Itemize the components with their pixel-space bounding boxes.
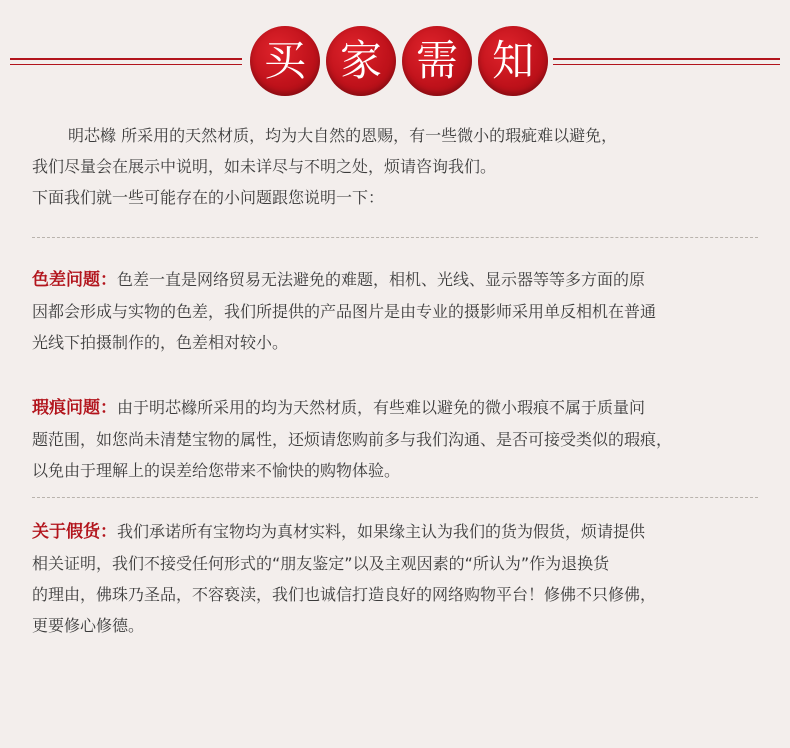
section-title: 瑕痕问题： (32, 398, 117, 418)
section-title: 色差问题： (32, 270, 117, 290)
intro-line: 我们尽量会在展示中说明，如未详尽与不明之处，烦请咨询我们。 (32, 157, 497, 176)
section-text: 色差一直是网络贸易无法避免的难题，相机、光线、显示器等等多方面的原 (117, 270, 646, 289)
section-text: 相关证明，我们不接受任何形式的“朋友鉴定”以及主观因素的“所认为”作为退换货 (32, 554, 610, 573)
section-title: 关于假货： (32, 522, 117, 542)
header-left-rule (10, 58, 242, 60)
section-blemish (32, 392, 758, 486)
section-color-difference (32, 264, 758, 358)
section-text: 我们承诺所有宝物均为真材实料，如果缘主认为我们的货为假货，烦请提供 (117, 522, 646, 541)
section-text: 由于明芯橼所采用的均为天然材质，有些难以避免的微小瑕痕不属于质量问 (117, 398, 646, 417)
section-counterfeit (32, 516, 758, 641)
header-char-circle: 知 (478, 26, 548, 96)
intro-paragraph (32, 120, 772, 213)
section-text: 以免由于理解上的误差给您带来不愉快的购物体验。 (32, 461, 401, 480)
header-right-rule (553, 58, 780, 60)
section-text: 光线下拍摄制作的，色差相对较小。 (32, 333, 289, 352)
intro-line: 下面我们就一些可能存在的小问题跟您说明一下： (32, 188, 385, 207)
header-char-circle: 买 (250, 26, 320, 96)
page-header (0, 22, 790, 102)
section-divider (32, 497, 758, 498)
intro-line: 明芯橼 所采用的天然材质，均为大自然的恩赐，有一些微小的瑕疵难以避免， (68, 126, 618, 145)
section-text: 题范围，如您尚未清楚宝物的属性，还烦请您购前多与我们沟通、是否可接受类似的瑕痕， (32, 430, 673, 449)
section-text: 的理由，佛珠乃圣品，不容亵渎，我们也诚信打造良好的网络购物平台！修佛不只修佛， (32, 585, 657, 604)
header-char-circle: 需 (402, 26, 472, 96)
section-text: 因都会形成与实物的色差，我们所提供的产品图片是由专业的摄影师采用单反相机在普通 (32, 302, 657, 321)
section-text: 更要修心修德。 (32, 616, 145, 635)
header-title (250, 26, 550, 96)
header-char-circle: 家 (326, 26, 396, 96)
section-divider (32, 237, 758, 238)
